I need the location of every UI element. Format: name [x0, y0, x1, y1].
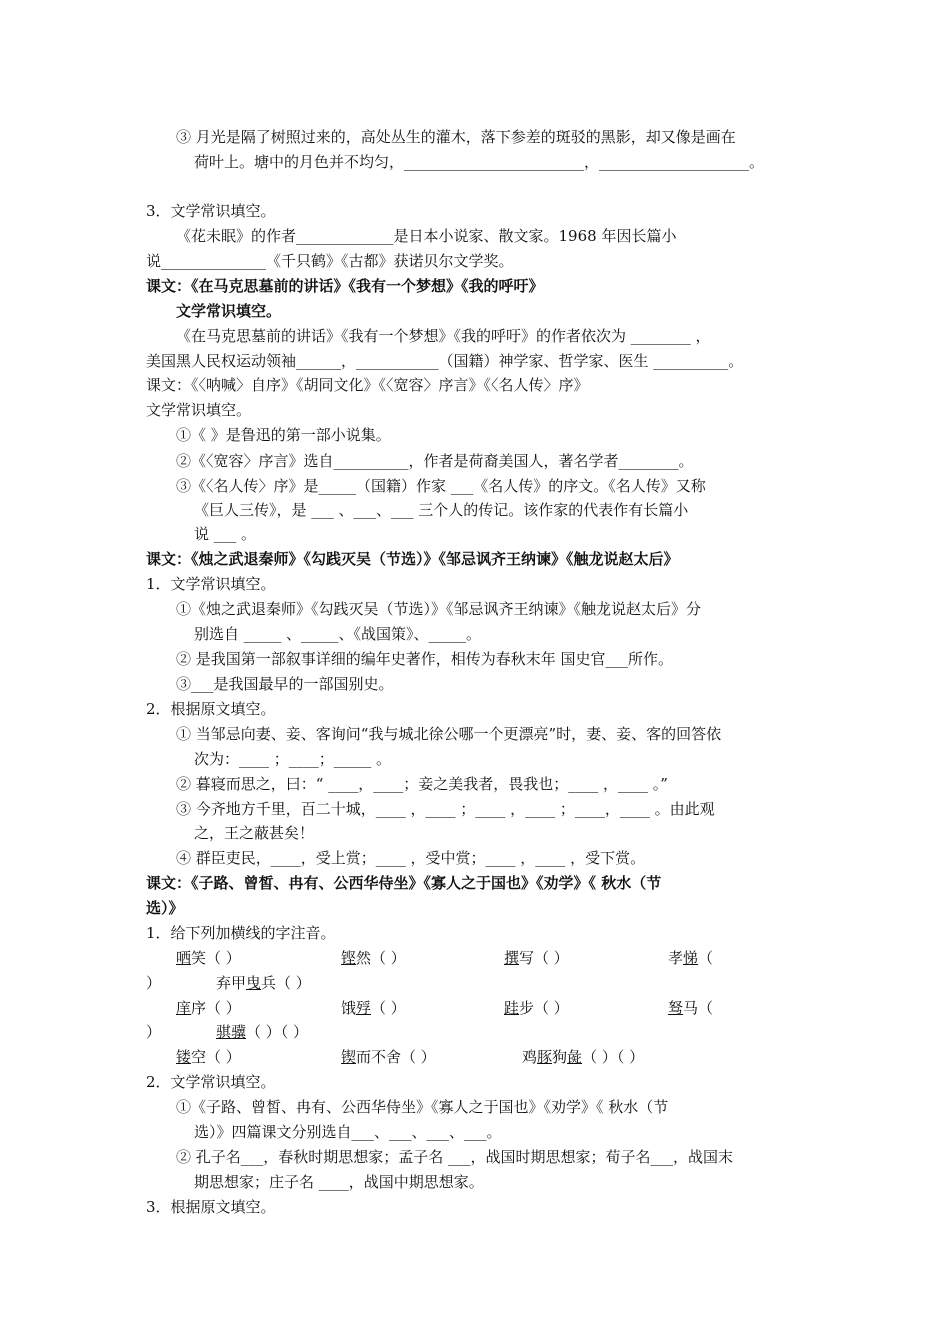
- text-line: 说______________《千只鹤》《古都》获诺贝尔文学奖。: [146, 252, 514, 270]
- text-line: 《巨人三传》，是 ___ 、___、___ 三个人的传记。该作家的代表作有长篇小: [194, 501, 689, 519]
- pinyin-item: 驽马（: [668, 999, 714, 1017]
- text-line: ② 孔子名___，春秋时期思想家；孟子名 ___，战国时期思想家；荀子名___，战国末: [176, 1148, 734, 1166]
- text-line: ④ 群臣吏民，____，受上赏；____ ，受中赏；____ ，____ ，受下赏。: [176, 849, 646, 867]
- text-line: 3．文学常识填空。: [146, 202, 276, 220]
- section-heading: 选）》: [146, 899, 184, 917]
- pinyin-item: 跬步（ ）: [504, 999, 569, 1017]
- text-line: 1．文学常识填空。: [146, 575, 276, 593]
- text-line: 说 ___ 。: [194, 525, 257, 543]
- pinyin-item: 撰写（ ）: [504, 949, 569, 967]
- text-line: 2．文学常识填空。: [146, 1073, 276, 1091]
- pinyin-item: 鸡豚狗彘（ ）（ ）: [522, 1048, 645, 1066]
- text-line: ③___是我国最早的一部国别史。: [176, 675, 394, 693]
- text-line: ①《烛之武退秦师》《勾践灭吴（节选）》《邹忌讽齐王纳谏》《触龙说赵太后》分: [176, 600, 702, 618]
- section-heading: 课文：《在马克思墓前的讲话》《我有一个梦想》《我的呼吁》: [146, 277, 544, 295]
- text-line: 《在马克思墓前的讲话》《我有一个梦想》《我的呼吁》的作者依次为 ________ ，: [176, 327, 711, 345]
- text-line: ① 当邹忌向妻、妾、客询问“我与城北徐公哪一个更漂亮”时，妻、妾、客的回答依: [176, 725, 722, 743]
- pinyin-item: 弃甲曳兵（ ）: [216, 974, 311, 992]
- pinyin-item: 哂笑（ ）: [176, 949, 241, 967]
- subheading: 文学常识填空。: [176, 302, 282, 320]
- text-line: 之，王之蔽甚矣！: [194, 824, 315, 842]
- text-line: ② 是我国第一部叙事详细的编年史著作，相传为春秋末年 国史官___所作。: [176, 650, 674, 668]
- text-line: 美国黑人民权运动领袖______，___________（国籍）神学家、哲学家、医生 __________。: [146, 352, 744, 370]
- pinyin-paren: ）: [146, 974, 162, 992]
- text-line: ①《 》是鲁迅的第一部小说集。: [176, 426, 391, 444]
- text-line: ③ 今齐地方千里，百二十城，____ ，____ ；____ ，____ ；____，____ 。由此观: [176, 800, 715, 818]
- pinyin-item: 锲而不舍（ ）: [341, 1048, 436, 1066]
- text-line: 《花未眠》的作者_____________是日本小说家、散文家。1968 年因长篇小: [176, 227, 677, 245]
- pinyin-item: 铿然（ ）: [341, 949, 406, 967]
- pinyin-item: 饿殍（ ）: [341, 999, 406, 1017]
- pinyin-item: 镂空（ ）: [176, 1048, 241, 1066]
- text-line: ①《子路、曾皙、冉有、公西华侍坐》《寡人之于国也》《劝学》《 秋水（节: [176, 1098, 669, 1116]
- section-heading: 课文：《子路、曾皙、冉有、公西华侍坐》《寡人之于国也》《劝学》《 秋水（节: [146, 874, 662, 892]
- text-line: 次为：____ ；____；_____ 。: [194, 750, 392, 768]
- text-line: ②《〈宽容〉序言》选自__________，作者是荷裔美国人，著名学者________。: [176, 452, 694, 470]
- pinyin-item: 骐骥（ ）（ ）: [216, 1023, 309, 1041]
- text-line: 期思想家；庄子名 ____，战国中期思想家。: [194, 1173, 484, 1191]
- pinyin-item: 孝悌（: [668, 949, 714, 967]
- text-line: ③《〈名人传〉序》是_____（国籍）作家 ___《名人传》的序文。《名人传》又称: [176, 477, 706, 495]
- section-heading: 课文：《〈呐喊〉自序》《胡同文化》《〈宽容〉序言》《〈名人传〉序》: [146, 376, 589, 394]
- pinyin-paren: ）: [146, 1023, 162, 1041]
- text-line: ② 暮寝而思之，曰：“ ____，____；妾之美我者，畏我也；____ ，____ 。”: [176, 775, 668, 793]
- text-line: 2．根据原文填空。: [146, 700, 276, 718]
- text-line: 荷叶上。塘中的月色并不均匀，________________________，____________________。: [194, 153, 765, 171]
- text-line: 3．根据原文填空。: [146, 1198, 276, 1216]
- section-heading: 课文：《烛之武退秦师》《勾践灭吴（节选）》《邹忌讽齐王纳谏》《触龙说赵太后》: [146, 550, 679, 568]
- text-line: ③ 月光是隔了树照过来的，高处丛生的灌木，落下参差的斑驳的黑影，却又像是画在: [176, 128, 736, 146]
- pinyin-item: 庠序（ ）: [176, 999, 241, 1017]
- text-line: 选）》四篇课文分别选自___、___、___、___。: [194, 1123, 502, 1141]
- text-line: 1．给下列加横线的字注音。: [146, 924, 336, 942]
- text-line: 别选自 _____ 、_____、《战国策》、_____。: [194, 625, 482, 643]
- text-line: 文学常识填空。: [146, 401, 252, 419]
